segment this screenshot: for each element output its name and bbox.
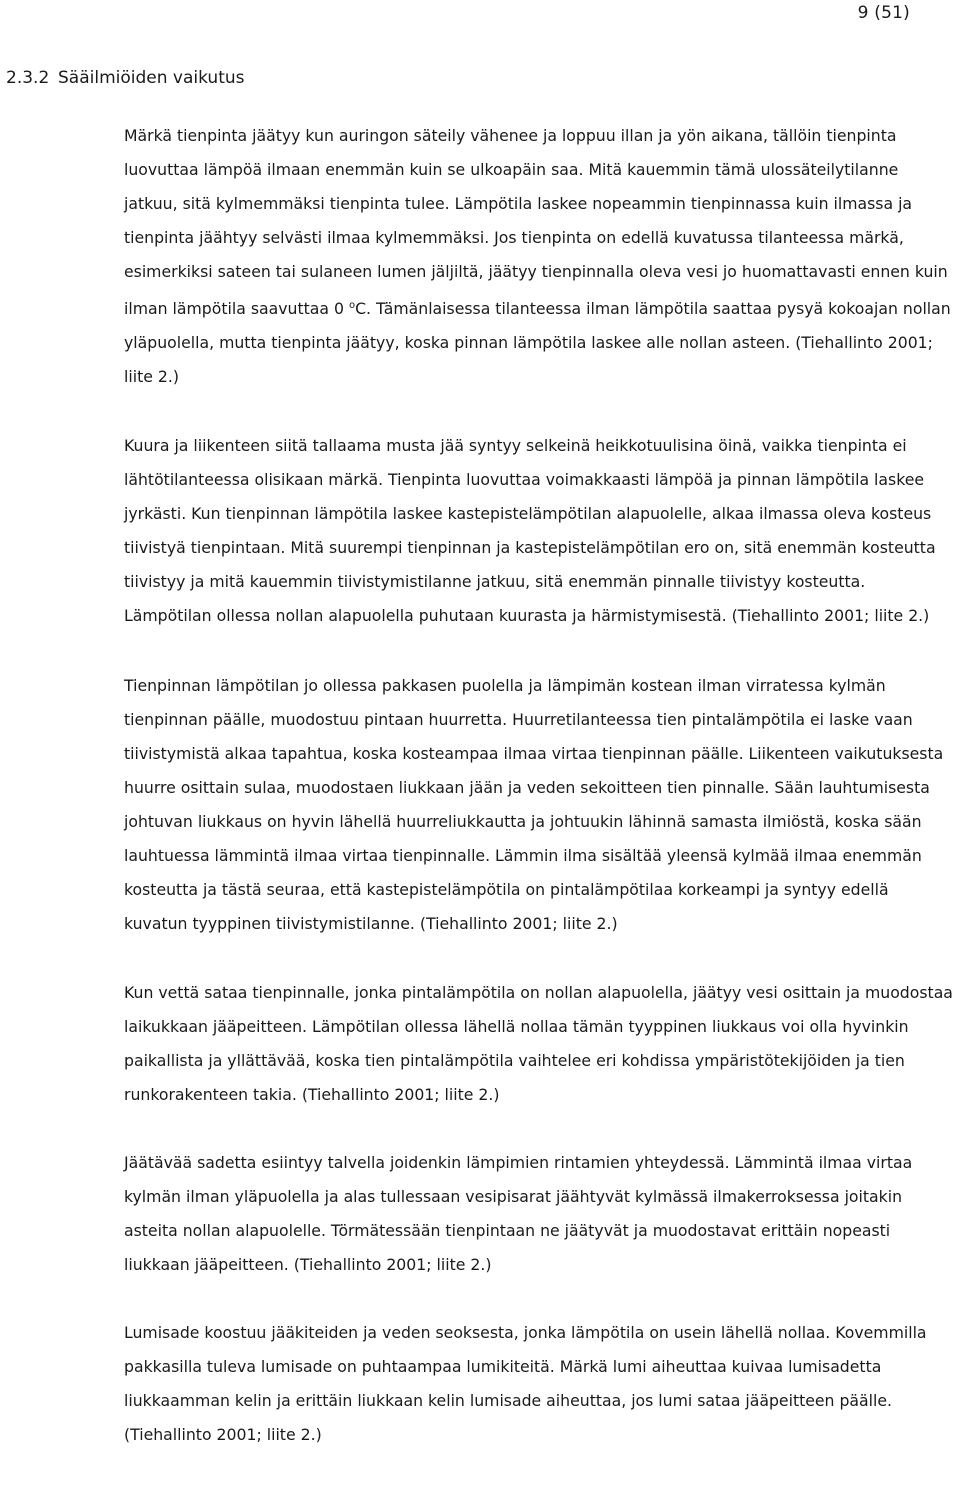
paragraph-freezing-rain: Jäätävää sadetta esiintyy talvella joidenkin lämpimien rintamien yhteydessä. Lämmintä ilmaa virtaa kylmän ilman yläpuolella ja alas tullessaan vesipisarat jäähtyvät kylmässä ilmakerroksessa joitakin asteita nollan alapuolelle. Törmätessään tienpintaan ne jäätyvät ja muodostavat erittäin nopeasti liukkaan jääpeitteen. (Tiehallinto 2001; liite 2.) <box>124 1153 913 1275</box>
paragraph-rain-on-frozen-road: Kun vettä sataa tienpinnalle, jonka pintalämpötila on nollan alapuolella, jäätyy vesi osittain ja muodostaa laikukkaan jääpeitteen. Lämpötilan ollessa lähellä nollaa tämän tyyppinen liukkaus voi olla hyvinkin paikallista ja yllättävää, koska tien pintalämpötila vaihtelee eri kohdissa ympäristötekijöiden ja tien runkorakenteen takia. (Tiehallinto 2001; liite 2.) <box>124 983 953 1105</box>
section-heading <box>6 68 245 88</box>
body-text <box>124 119 956 1488</box>
paragraph-text-cont: C. Tämänlaisessa tilanteessa ilman lämpötila saattaa pysyä kokoajan nollan yläpuolella, mutta tienpinta jäätyy, koska pinnan lämpötila laskee alle nollan asteen. (Tiehallinto 2001; liite 2.) <box>124 299 951 387</box>
paragraph-road-freezing <box>124 119 956 394</box>
paragraph-text: Märkä tienpinta jäätyy kun auringon säteily vähenee ja loppuu illan ja yön aikana, tällöin tienpinta luovuttaa lämpöä ilmaan enemmän kuin se ulkoapäin saa. Mitä kauemmin tämä ulossäteilytilanne jatkuu, sitä kylmemmäksi tienpinta tulee. Lämpötila laskee nopeammin tienpinnassa kuin ilmassa ja tienpinta jäähtyy selvästi ilmaa kylmemmäksi. Jos tienpinta on edellä kuvatussa tilanteessa märkä, esimerkiksi sateen tai sulaneen lumen jäljiltä, jäätyy tienpinnalla oleva vesi jo huomattavasti ennen kuin ilman lämpötila saavuttaa 0 <box>124 126 948 319</box>
paragraph-frost-black-ice: Kuura ja liikenteen siitä tallaama musta jää syntyy selkeinä heikkotuulisina öinä, vaikka tienpinta ei lähtötilanteessa olisikaan märkä. Tienpinta luovuttaa voimakkaasti lämpöä ja pinnan lämpötila laskee jyrkästi. Kun tienpinnan lämpötila laskee kastepistelämpötilan alapuolelle, alkaa ilmassa oleva kosteus tiivistyä tienpintaan. Mitä suurempi tienpinnan ja kastepistelämpötilan ero on, sitä enemmän kosteutta tiivistyy ja mitä kauemmin tiivistymistilanne jatkuu, sitä enemmän pinnalle tiivistyy kosteutta. Lämpötilan ollessa nollan alapuolella puhutaan kuurasta ja härmistymisestä. (Tiehallinto 2001; liite 2.) <box>124 436 936 626</box>
degree-superscript: o <box>348 300 356 311</box>
paragraph-hoarfrost: Tienpinnan lämpötilan jo ollessa pakkasen puolella ja lämpimän kostean ilman virratessa kylmän tienpinnan päälle, muodostuu pintaan huurretta. Huurretilanteessa tien pintalämpötila ei laske vaan tiivistymistä alkaa tapahtua, koska kosteampaa ilmaa virtaa tienpinnan päälle. Liikenteen vaikutuksesta huurre osittain sulaa, muodostaen liukkaan jään ja veden sekoitteen tien pinnalle. Sään lauhtumisesta johtuvan liukkaus on hyvin lähellä huurreliukkautta ja johtuukin lähinnä samasta ilmiöstä, koska sään lauhtuessa lämmintä ilmaa virtaa tienpinnalle. Lämmin ilma sisältää yleensä kylmää ilmaa enemmän kosteutta ja tästä seuraa, että kastepistelämpötila on pintalämpötilaa korkeampi ja syntyy edellä kuvatun tyyppinen tiivistymistilanne. (Tiehallinto 2001; liite 2.) <box>124 676 944 934</box>
page-number: 9 (51) <box>857 3 910 23</box>
section-number: 2.3.2 <box>6 68 50 88</box>
paragraph-snowfall: Lumisade koostuu jääkiteiden ja veden seoksesta, jonka lämpötila on usein lähellä nollaa. Kovemmilla pakkasilla tuleva lumisade on puhtaampaa lumikiteitä. Märkä lumi aiheuttaa kuivaa lumisadetta liukkaamman kelin ja erittäin liukkaan kelin lumisade aiheuttaa, jos lumi sataa jääpeitteen päälle. (Tiehallinto 2001; liite 2.) <box>124 1323 927 1445</box>
section-title: Sääilmiöiden vaikutus <box>58 68 245 88</box>
